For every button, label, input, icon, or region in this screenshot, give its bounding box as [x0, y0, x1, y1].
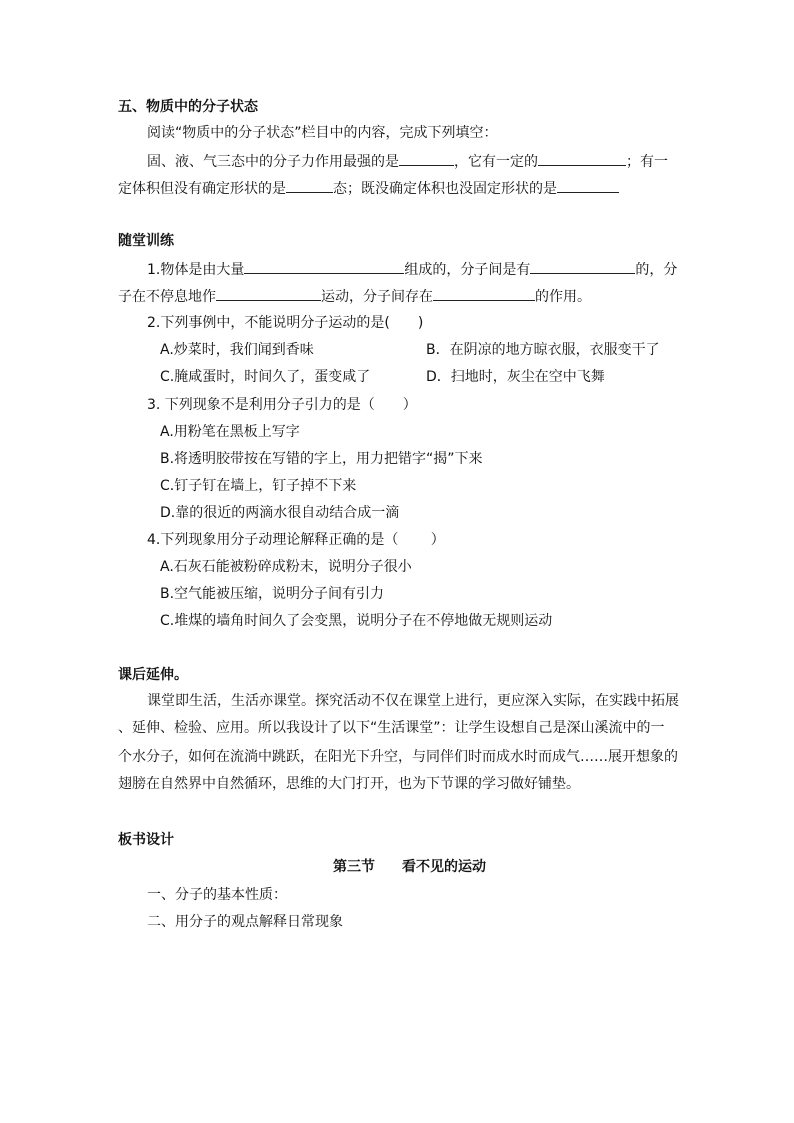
q4-option-a: A.石灰石能被粉碎成粉末，说明分子很小 — [160, 559, 412, 575]
q4-option-c: C.堆煤的墙角时间久了会变黑，说明分子在不停地做无规则运动 — [160, 613, 553, 629]
q2-option-c: C.腌咸蛋时，时间久了，蛋变咸了 — [160, 369, 371, 385]
q3-option-b: B.将透明胶带按在写错的字上，用力把错字“揭”下来 — [160, 451, 483, 467]
fill-blank[interactable] — [530, 259, 635, 274]
board-title — [333, 858, 486, 876]
extension-paragraph-line1: 课堂即生活，生活亦课堂。探究活动不仅在课堂上进行，更应深入实际，在实践中拓展 — [147, 693, 679, 709]
section5-heading: 五、物质中的分子状态 — [118, 99, 258, 115]
q1-text-c: 的，分 — [635, 262, 678, 278]
board-item-2: 二、用分子的观点解释日常现象 — [147, 914, 343, 930]
fill-blank[interactable] — [557, 178, 619, 193]
q3-option-c: C.钉子钉在墙上，钉子掉不下来 — [160, 478, 357, 494]
extension-paragraph-line3: 个水分子，如何在流淌中跳跃，在阳光下升空，与同伴们时而成水时而成气……展开想象的 — [118, 749, 678, 765]
extension-paragraph-line2: 、延伸、检验、应用。所以我设计了以下“生活课堂”：让学生设想自己是深山溪流中的一 — [118, 720, 665, 736]
fill-blank[interactable] — [286, 178, 333, 193]
q4-option-b: B.空气能被压缩，说明分子间有引力 — [160, 586, 385, 602]
section5-line1-text-b: ，它有一定的 — [454, 154, 538, 170]
q2-option-b: B．在阴凉的地方晾衣服，衣服变干了 — [426, 342, 660, 358]
q3-option-d: D.靠的很近的两滴水很自动结合成一滴 — [160, 505, 400, 521]
question-1-line1 — [147, 259, 677, 279]
fill-blank[interactable] — [399, 151, 454, 166]
q1-text-f: 的作用。 — [535, 289, 591, 305]
question-2: 2.下列事例中，不能说明分子运动的是( ) — [147, 315, 424, 331]
q1-text-e: 运动，分子间存在 — [321, 289, 433, 305]
practice-heading: 随堂训练 — [118, 233, 174, 249]
question-3: 3. 下列现象不是利用分子引力的是（ ） — [147, 397, 417, 413]
section5-line1-text-c: ；有一 — [626, 154, 668, 170]
fill-blank[interactable] — [216, 286, 321, 301]
q3-option-a: A.用粉笔在黑板上写字 — [160, 424, 300, 440]
board-title-topic: 看不见的运动 — [402, 859, 486, 875]
question-4: 4.下列现象用分子动理论解释正确的是（ ） — [147, 532, 445, 548]
q1-text-a: 1.物体是由大量 — [147, 262, 245, 278]
extension-paragraph-line4: 翅膀在自然界中自然循环，思维的大门打开，也为下节课的学习做好铺垫。 — [118, 776, 580, 792]
section5-intro: 阅读“物质中的分子状态”栏目中的内容，完成下列填空： — [147, 125, 498, 141]
q1-text-b: 组成的，分子间是有 — [404, 262, 531, 278]
section5-line2-text-a: 定体积但没有确定形状的是 — [118, 181, 286, 197]
section5-line1-text-a: 固、液、气三态中的分子力作用最强的是 — [147, 154, 399, 170]
fill-blank[interactable] — [433, 286, 535, 301]
section5-line1 — [147, 151, 668, 171]
question-1-line2 — [118, 286, 591, 306]
q2-option-a: A.炒菜时，我们闻到香味 — [160, 342, 314, 358]
q2-option-d: D．扫地时，灰尘在空中飞舞 — [426, 369, 605, 385]
q1-text-d: 子在不停息地作 — [118, 289, 216, 305]
section5-line2 — [118, 178, 619, 198]
board-title-section: 第三节 — [333, 859, 375, 875]
extension-heading: 课后延伸。 — [118, 667, 188, 683]
board-heading: 板书设计 — [118, 832, 174, 848]
section5-line2-text-b: 态；既没确定体积也没固定形状的是 — [333, 181, 557, 197]
fill-blank[interactable] — [244, 259, 404, 274]
fill-blank[interactable] — [538, 151, 626, 166]
board-item-1: 一、分子的基本性质： — [147, 887, 287, 903]
